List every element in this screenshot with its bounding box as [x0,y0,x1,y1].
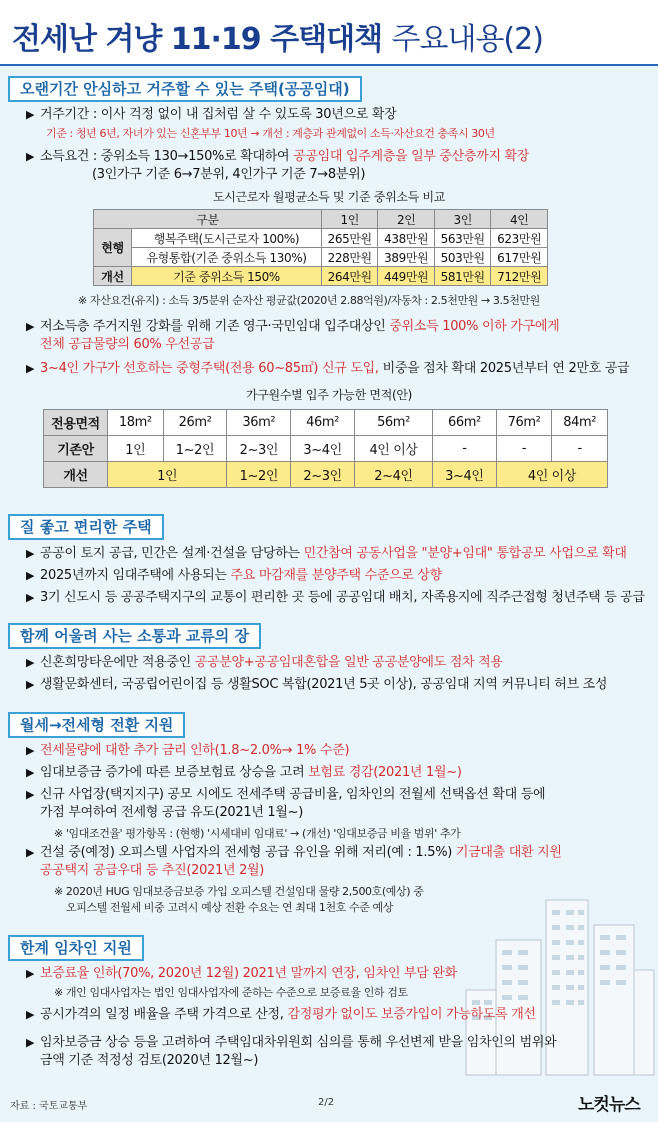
bullet-community-hub [26,676,607,694]
bullet-highlight: 보험료 경감(2021년 1월~) [308,765,462,780]
table-cell: 389만원 [378,248,435,267]
table-header-cell: 46m² [291,410,355,436]
bullet-guarantee-fee [26,965,457,983]
bullet-highlight: 전세물량에 대한 추가 금리 인하(1.8~2.0%→ 1% 수준) [40,743,350,758]
section-heading-community: 함께 어울려 사는 소통과 교류의 장 [8,623,261,649]
table-row [94,229,548,248]
page-number: 2/2 [318,1097,335,1108]
table-cell: 3~4인 [291,436,355,462]
table-row [44,436,608,462]
officetel-support-continued: 공공택지 공급우대 등 추진(2021년 2월) [40,863,265,878]
table2-caption: 가구원수별 입주 가능한 면적(안) [245,388,413,402]
table-group-label: 현행 [94,229,132,267]
triangle-right-icon: ▶ [26,967,35,980]
table-cell: 449만원 [378,267,435,286]
table-cell: 563만원 [434,229,491,248]
table-header-cell: 66m² [432,410,496,436]
residence-period-detail: 기준 : 청년 6년, 자녀가 있는 신혼부부 10년 → 개선 : 계층과 관계없이 소득·자산요건 충족시 30년 [46,127,495,140]
triangle-right-icon: ▶ [26,569,35,582]
area-by-household-table [43,409,608,488]
table-header-cell: 3인 [434,210,491,229]
triangle-right-icon: ▶ [26,1036,35,1049]
bullet-interest-cut [26,742,349,760]
bullet-text: 거주기간 : 이사 걱정 없이 내 집처럼 살 수 있도록 30년으로 확장 [40,107,397,122]
hug-note-line2: 오피스텔 전월세 비중 고려시 예상 전환 수요는 연 최대 1천호 수준 예상 [66,901,393,914]
table-cell: 3~4인 [432,462,496,488]
bullet-officetel-support [26,844,562,862]
table-cell: 2~3인 [227,436,291,462]
table-row [94,248,548,267]
source-credit: 자료 : 국토교통부 [10,1101,88,1112]
table-cell: 1인 [108,436,164,462]
section-heading-quality-housing: 질 좋고 편리한 주택 [8,514,164,540]
bullet-text: 생활문화센터, 국공립어린이집 등 생활SOC 복합(2021년 5곳 이상), 공공임대 지역 커뮤니티 허브 조성 [40,677,608,692]
table-row-label: 개선 [44,462,108,488]
hug-note-line1: ※ 2020년 HUG 임대보증금보증 가입 오피스텔 건설임대 물량 2,500호(예상) 중 [54,885,424,898]
bullet-new-town-placement [26,589,645,607]
table-cell: 1~2인 [227,462,291,488]
page-title-suffix: 주요내용(2) [391,22,543,57]
table-row-label: 전용면적 [44,410,108,436]
bullet-priority-repayment [26,1034,556,1052]
page-title-main: 전세난 겨냥 11·19 주택대책 [12,22,383,57]
table-header-cell: 76m² [496,410,552,436]
table-cell: 2~3인 [291,462,355,488]
income-requirement-detail: (3인가구 기준 6→7분위, 4인가구 기준 7→8분위) [92,167,366,182]
bullet-highlight: 3~4인 가구가 선호하는 중형주택(전용 60~85㎡) 신규 도입, [40,361,379,376]
bullet-highlight: 민간참여 공동사업을 "분양+임대" 통합공모 사업으로 확대 [303,546,627,561]
table-cell: 503만원 [434,248,491,267]
title-divider [0,64,658,66]
triangle-right-icon: ▶ [26,547,35,560]
triangle-right-icon: ▶ [26,591,35,604]
bullet-text: 저소득층 주거지원 강화를 위해 기존 영구·국민임대 입주대상인 [40,319,390,334]
table-row-label: 기존안 [44,436,108,462]
table-cell: 기준 중위소득 150% [132,267,322,286]
table-cell: 581만원 [434,267,491,286]
triangle-right-icon: ▶ [26,150,35,163]
table-cell: - [496,436,552,462]
bullet-low-income-support [26,318,559,336]
table-cell: 유형통합(기준 중위소득 130%) [132,248,322,267]
table-row-revised [94,267,548,286]
bullet-highlight: 감정평가 없이도 보증가입이 가능하도록 개선 [287,1007,536,1022]
triangle-right-icon: ▶ [26,656,35,669]
bullet-text: 임차보증금 상승 등을 고려하여 주택임대차위원회 심의를 통해 우선변제 받을 임차인의 범위와 [40,1035,557,1050]
bullet-highlight: 중위소득 100% 이하 가구에게 [389,319,560,334]
table-row-revised [44,462,608,488]
table-cell: 2~4인 [354,462,432,488]
table-header-cell: 1인 [321,210,378,229]
table-header-cell: 2인 [378,210,435,229]
bullet-mixed-housing [26,654,503,672]
bullet-highlight: 공공분양+공공임대혼합을 일반 공공분양에도 점차 적용 [194,655,503,670]
table-cell: 264만원 [321,267,378,286]
bullet-finishing-materials [26,567,442,585]
bullet-insurance-reduction [26,764,462,782]
bullet-text: 임대보증금 증가에 따른 보증보험료 상승을 고려 [40,765,309,780]
table-header-cell: 18m² [108,410,164,436]
bullet-text: 3기 신도시 등 공공주택지구의 교통이 편리한 곳 등에 공공임대 배치, 자족용지에 직주근접형 청년주택 등 공급 [40,590,645,605]
bullet-text: 비중을 점차 확대 2025년부터 연 2만호 공급 [378,361,630,376]
priority-repayment-continued: 금액 기준 적정성 검토(2020년 12월~) [40,1053,259,1068]
triangle-right-icon: ▶ [26,1008,35,1021]
table-cell: 1~2인 [163,436,227,462]
bullet-joint-project [26,545,627,563]
triangle-right-icon: ▶ [26,788,35,801]
bullet-residence-period [26,106,396,124]
section-heading-rent-conversion: 월세→전세형 전환 지원 [8,712,185,738]
bullet-text: 소득요건 : 중위소득 130→150%로 확대하여 [40,149,294,164]
table-cell: 617만원 [491,248,548,267]
bullet-income-requirement [26,148,529,166]
bullet-highlight: 공공임대 입주계층을 일부 중산층까지 확장 [293,149,530,164]
income-comparison-table [93,209,548,286]
table-cell: 265만원 [321,229,378,248]
triangle-right-icon: ▶ [26,766,35,779]
bullet-highlight: 주요 마감재를 분양주택 수준으로 상향 [230,568,442,583]
bullet-text: 2025년까지 임대주택에 사용되는 [40,568,231,583]
bullet-highlight: 보증료율 인하(70%, 2020년 12월) 2021년 말까지 연장, 임차인 부담 완화 [40,966,457,981]
table-group-label: 개선 [94,267,132,286]
table-header-cell: 84m² [552,410,608,436]
bullet-text: 공공이 토지 공급, 민간은 설계·건설을 담당하는 [40,546,304,561]
table-header-cell: 26m² [163,410,227,436]
bullet-text: 신혼희망타운에만 적용중인 [40,655,195,670]
table-cell: 1인 [108,462,227,488]
table-cell: - [432,436,496,462]
table-header-row [94,210,548,229]
table-header-cell: 구분 [94,210,322,229]
nocutnews-logo: 노컷뉴스 [578,1095,640,1115]
table-cell: 438만원 [378,229,435,248]
table-header-cell: 56m² [354,410,432,436]
table-cell: 623만원 [491,229,548,248]
table-cell: 712만원 [491,267,548,286]
table-cell: - [552,436,608,462]
bullet-highlight: 기금대출 대환 지원 [455,845,562,860]
section-heading-vulnerable-tenants: 한계 임차인 지원 [8,935,144,961]
page-title [12,14,543,58]
triangle-right-icon: ▶ [26,678,35,691]
bullet-text: 건설 중(예정) 오피스텔 사업자의 전세형 공급 유인을 위해 저리(예 : 1.5%) [40,845,456,860]
triangle-right-icon: ▶ [26,846,35,859]
table-cell: 4인 이상 [354,436,432,462]
table-cell: 228만원 [321,248,378,267]
bullet-appraisal-exemption [26,1006,536,1024]
table-header-row [44,410,608,436]
rental-condition-note: ※ '임대조건율' 평가항목 : (현행) '시세대비 임대료' → (개선) '임대보증금 비율 범위' 추가 [54,827,461,840]
guarantee-fee-note: ※ 개인 임대사업자는 법인 임대사업자에 준하는 수준으로 보증료율 인하 검토 [54,986,408,999]
bullet-medium-housing [26,360,629,378]
section-heading-public-rental: 오랜기간 안심하고 거주할 수 있는 주택(공공임대) [8,76,362,102]
title-bar [0,0,658,66]
table1-caption: 도시근로자 월평균소득 및 기준 중위소득 비교 [212,190,446,204]
table-header-cell: 4인 [491,210,548,229]
table-cell: 4인 이상 [496,462,607,488]
bullet-new-site-incentive [26,786,545,804]
triangle-right-icon: ▶ [26,108,35,121]
triangle-right-icon: ▶ [26,744,35,757]
table-header-cell: 36m² [227,410,291,436]
triangle-right-icon: ▶ [26,320,35,333]
bullet-text: 신규 사업장(택지지구) 공모 시에도 전세주택 공급비율, 임차인의 전월세 선택옵션 확대 등에 [40,787,546,802]
table-cell: 행복주택(도시근로자 100%) [132,229,322,248]
low-income-support-continued: 전체 공급물량의 60% 우선공급 [40,337,215,352]
asset-requirement-note: ※ 자산요건(유지) : 소득 3/5분위 순자산 평균값(2020년 2.88억원)/자동차 : 2.5천만원 → 3.5천만원 [78,294,540,307]
bullet-text: 공시가격의 일정 배율을 주택 가격으로 산정, [40,1007,288,1022]
new-site-incentive-continued: 가점 부여하여 전세형 공급 유도(2021년 1월~) [40,805,304,820]
triangle-right-icon: ▶ [26,362,35,375]
